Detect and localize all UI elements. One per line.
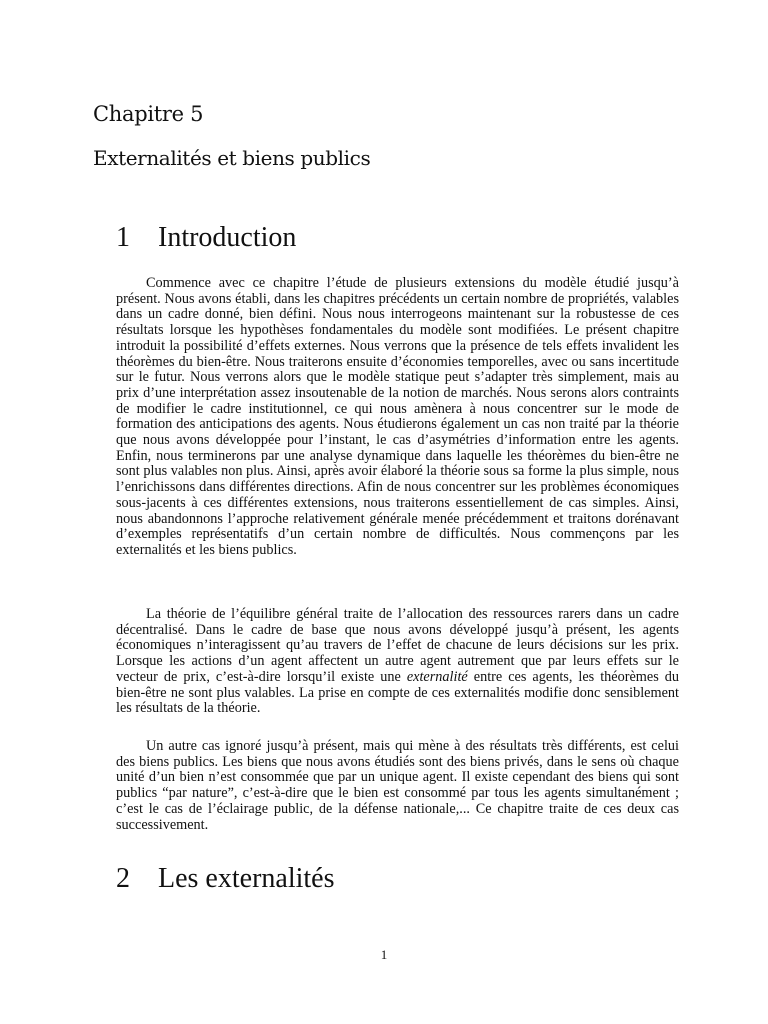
page-number: 1 <box>380 947 388 962</box>
section-number: 1 <box>116 222 130 253</box>
section-number: 2 <box>116 863 130 894</box>
externalities-paragraph <box>116 607 679 717</box>
paragraph-text-end: entre ces agents, les théorèmes du bien-être ne sont plus valables. La prise en compte de ces externalités modifie donc sensiblement les résultats de la théorie. <box>116 668 680 717</box>
chapter-title: Externalités et biens publics <box>93 146 371 170</box>
paragraph-text-start: La théorie de l’équilibre général traite de l’allocation des ressources rarers dans un cadre décentralisé. Dans le cadre de base que nous avons développé jusqu’à présent, les agents économiques n’interagissent qu’au travers de l’effet de chacune de leurs décisions sur les prix. Lorsque les actions d’un agent affectent un autre agent autrement que par leurs effets sur le vecteur de prix, c’est-à-dire lorsqu’il existe une <box>116 606 679 685</box>
intro-paragraph: Commence avec ce chapitre l’étude de plusieurs extensions du modèle étudié jusqu’à présent. Nous avons établi, dans les chapitres précédents un certain nombre de propriétés, valables dans un cadre donné, bien défini. Nous nous interrogeons maintenant sur la robustesse de ces résultats lorsque les hypothèses fondamentales du modèle sont modifiées. Le présent chapitre introduit la possibilité d’effets externes. Nous verrons que la présence de tels effets invalident les théorèmes du bien-être. Nous traiterons ensuite d’économies temporelles, avec ou sans incertitude sur le futur. Nous verrons alors que le modèle statique peut s’adapter très simplement, mais au prix d’une interprétation assez insoutenable de la notion de marchés. Nous serons alors contraints de modifier le cadre institutionnel, ce qui nous amènera à nous concentrer sur le mode de formation des anticipations des agents. Nous étudierons également un cas non traité par la théorie que nous avons développée pour l’instant, le cas d’asymétries d’information entre les agents. Enfin, nous terminerons par une analyse dynamique dans laquelle les théorèmes du bien-être ne sont plus valables non plus. Ainsi, après avoir élaboré la théorie sous sa forme la plus simple, nous l’enrichissons dans différentes directions. Afin de nous concentrer sur les problèmes économiques sous-jacents à ces différentes extensions, nous traiterons essentiellement de cas simples. Ainsi, nous abandonnons l’approche relativement générale menée précédemment et traitons dorénavant d’exemples représentatifs d’un certain nombre de difficultés. Nous commençons par les externalités et les biens publics. <box>116 275 679 558</box>
chapter-label: Chapitre 5 <box>93 102 204 126</box>
public-goods-paragraph: Un autre cas ignoré jusqu’à présent, mais qui mène à des résultats très différents, est celui des biens publics. Les biens que nous avons étudiés sont des biens privés, dans le sens où chaque unité d’un bien n’est consommée que par un unique agent. Il existe cependant des biens qui sont publics “par nature”, c’est-à-dire que le bien est consommé par tous les agents simultanément ; c’est le cas de l’éclairage public, de la défense nationale,... Ce chapitre traite de ces deux cas successivement. <box>116 738 679 833</box>
section-title: Introduction <box>158 222 297 253</box>
section-heading-introduction <box>116 224 296 252</box>
emphasized-term: externalité <box>406 668 468 685</box>
section-heading-externalites <box>116 865 334 893</box>
section-title: Les externalités <box>158 863 335 894</box>
